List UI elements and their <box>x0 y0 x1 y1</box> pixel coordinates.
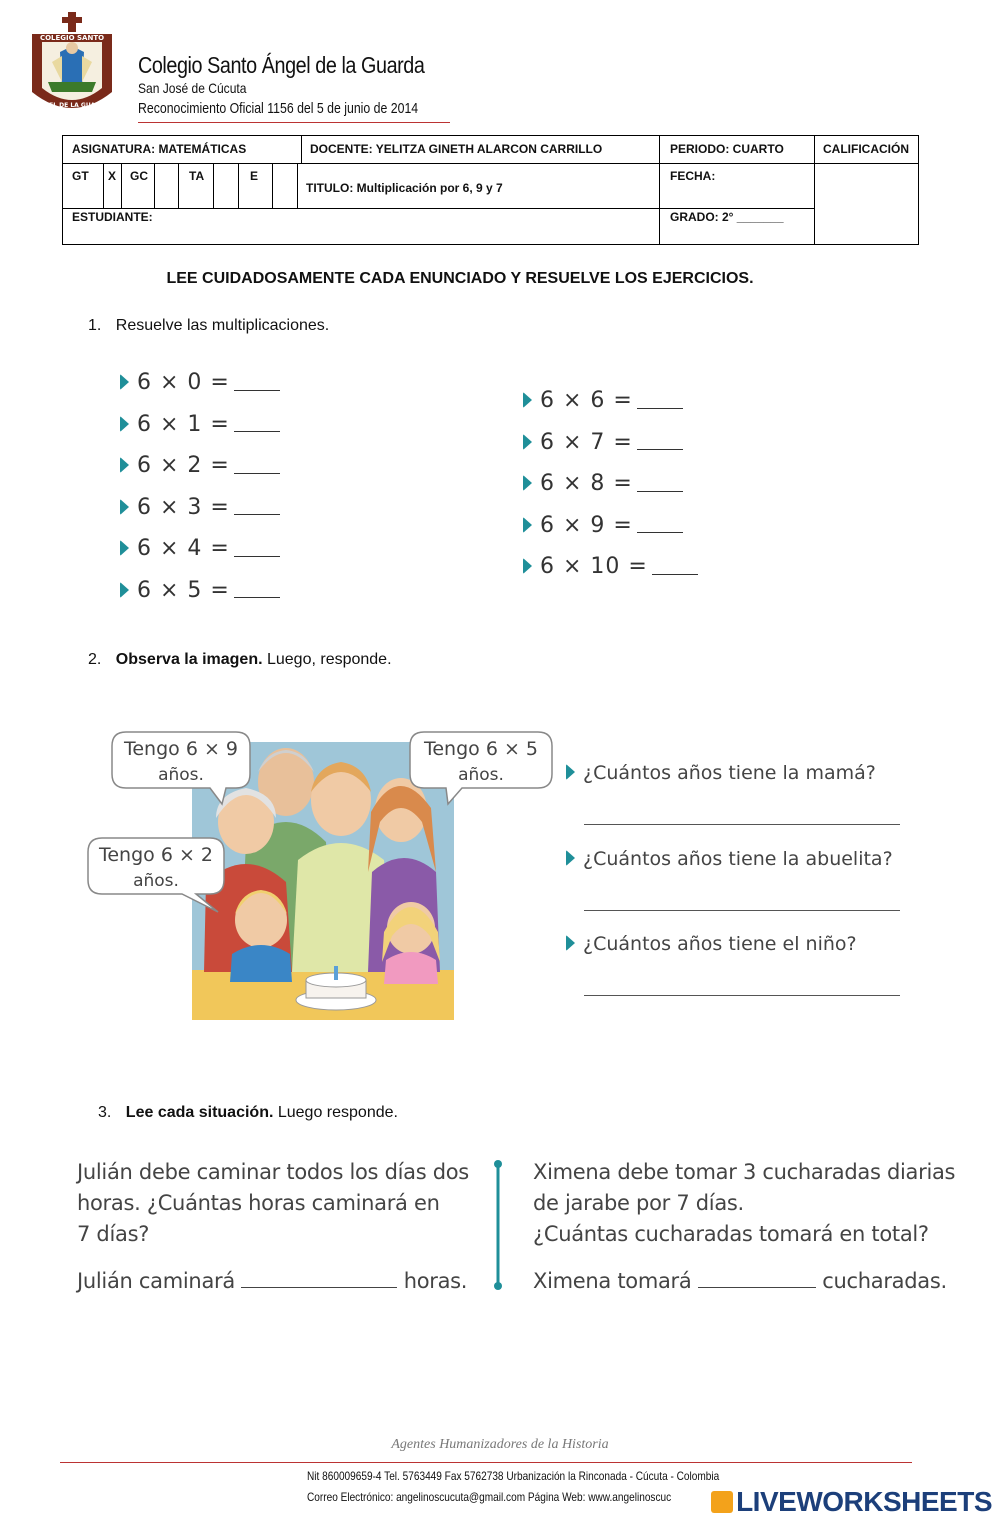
answer-blank[interactable] <box>234 417 280 432</box>
story-answer: Julián caminará horas. <box>77 1269 468 1293</box>
gc-cell: GC <box>130 169 148 183</box>
level-cell: GRADO: 2° _______ <box>670 210 784 224</box>
family-illustration <box>86 722 556 1022</box>
school-name: Colegio Santo Ángel de la Guarda <box>138 52 425 78</box>
title-cell: TITULO: Multiplicación por 6, 9 y 7 <box>306 181 503 195</box>
student-cell: ESTUDIANTE: <box>72 210 153 224</box>
school-recognition: Reconocimiento Oficial 1156 del 5 de junio de 2014 <box>138 100 419 117</box>
answer-line-mom[interactable] <box>584 824 900 825</box>
bubble-mom-line1: Tengo 6 × 5 <box>423 738 539 760</box>
q3-bold: Lee cada situación. <box>125 1104 274 1121</box>
crest-top-text: COLEGIO SANTO <box>39 34 105 42</box>
footer-contact: Correo Electrónico: angelinoscucuta@gmail.com Página Web: www.angelinoscuc <box>307 1490 672 1504</box>
mult-row: 6 × 3 = <box>120 495 280 537</box>
answer-blank[interactable] <box>234 376 280 391</box>
answer-blank[interactable] <box>241 1269 397 1288</box>
answer-line-grandma[interactable] <box>584 910 900 911</box>
mult-row: 6 × 8 = <box>523 471 698 513</box>
bubble-boy-line2: años. <box>133 871 179 891</box>
mult-row: 6 × 10 = <box>523 554 698 596</box>
date-cell: FECHA: <box>670 169 716 183</box>
answer-blank[interactable] <box>637 518 683 533</box>
bubble-boy-line1: Tengo 6 × 2 <box>98 844 214 866</box>
story-line: 7 días? <box>77 1222 150 1246</box>
bullet-icon <box>523 434 532 450</box>
bullet-icon <box>523 558 532 574</box>
school-crest <box>22 12 122 124</box>
bullet-icon <box>120 374 129 390</box>
q1-text: Resuelve las multiplicaciones. <box>115 317 330 334</box>
footer-rule <box>60 1462 912 1463</box>
bullet-icon <box>566 935 575 951</box>
bullet-icon <box>120 457 129 473</box>
bullet-icon <box>523 392 532 408</box>
bullet-icon <box>523 517 532 533</box>
x-cell: X <box>108 169 117 183</box>
ta-cell: TA <box>189 169 205 183</box>
q2-bold: Observa la imagen. <box>115 651 263 668</box>
mult-row: 6 × 6 = <box>523 388 698 430</box>
answer-blank[interactable] <box>637 477 683 492</box>
q2-question-mom: ¿Cuántos años tiene la mamá? <box>566 762 876 784</box>
q3-heading <box>98 1104 398 1122</box>
bubble-grandpa-line2: años. <box>158 765 204 785</box>
q1-right-column <box>523 388 698 596</box>
bullet-icon <box>566 850 575 866</box>
grade-cell: CALIFICACIÓN <box>823 142 909 156</box>
bullet-icon <box>566 764 575 780</box>
q2-question-boy: ¿Cuántos años tiene el niño? <box>566 933 857 955</box>
story-line: horas. ¿Cuántas horas caminará en <box>77 1191 440 1215</box>
bubble-mom-line2: años. <box>458 765 504 785</box>
story-line: de jarabe por 7 días. <box>533 1191 744 1215</box>
answer-blank[interactable] <box>698 1269 816 1288</box>
answer-line-boy[interactable] <box>584 995 900 996</box>
mult-row: 6 × 0 = <box>120 370 280 412</box>
answer-blank[interactable] <box>234 542 280 557</box>
q2-text: Luego, responde. <box>262 651 392 668</box>
bullet-icon <box>120 540 129 556</box>
story-answer: Ximena tomará cucharadas. <box>533 1269 947 1293</box>
q1-heading <box>88 317 329 335</box>
q2-number: 2. <box>88 651 102 668</box>
mult-row: 6 × 5 = <box>120 578 280 620</box>
answer-blank[interactable] <box>637 394 683 409</box>
story-julian <box>77 1157 469 1297</box>
liveworksheets-icon <box>711 1491 733 1513</box>
mult-row: 6 × 1 = <box>120 412 280 454</box>
e-cell: E <box>250 169 259 183</box>
answer-blank[interactable] <box>652 560 698 575</box>
story-line: ¿Cuántas cucharadas tomará en total? <box>533 1222 929 1246</box>
school-city: San José de Cúcuta <box>138 80 247 96</box>
bullet-icon <box>120 499 129 515</box>
mult-row: 6 × 4 = <box>120 536 280 578</box>
q1-number: 1. <box>88 317 102 334</box>
subject-cell: ASIGNATURA: MATEMÁTICAS <box>72 142 247 156</box>
gt-cell: GT <box>72 169 89 183</box>
answer-blank[interactable] <box>234 459 280 474</box>
mult-row: 6 × 9 = <box>523 513 698 555</box>
crest-bottom-text: ÁNGEL DE LA GUARDA <box>34 102 110 109</box>
story-line: Ximena debe tomar 3 cucharadas diarias <box>533 1160 956 1184</box>
q3-text: Luego responde. <box>273 1104 398 1121</box>
answer-blank[interactable] <box>234 583 280 598</box>
q3-number: 3. <box>98 1104 112 1121</box>
instructions: LEE CUIDADOSAMENTE CADA ENUNCIADO Y RESUELVE LOS EJERCICIOS. <box>166 270 754 287</box>
mult-row: 6 × 2 = <box>120 453 280 495</box>
period-cell: PERIODO: CUARTO <box>670 142 784 156</box>
footer-slogan: Agentes Humanizadores de la Historia <box>391 1437 609 1452</box>
teacher-cell: DOCENTE: YELITZA GINETH ALARCON CARRILLO <box>310 142 603 156</box>
bullet-icon <box>120 582 129 598</box>
q2-question-grandma: ¿Cuántos años tiene la abuelita? <box>566 848 893 870</box>
footer-address: Nit 860009659-4 Tel. 5763449 Fax 5762738 Urbanización la Rinconada - Cúcuta - Colombia <box>307 1469 720 1483</box>
liveworksheets-logo: LIVEWORKSHEETS <box>711 1486 992 1518</box>
divider-line <box>490 1158 506 1292</box>
q2-heading <box>88 651 392 669</box>
story-line: Julián debe caminar todos los días dos <box>77 1160 469 1184</box>
bullet-icon <box>120 416 129 432</box>
story-ximena <box>533 1157 955 1297</box>
bubble-grandpa-line1: Tengo 6 × 9 <box>123 738 239 760</box>
mult-row: 6 × 7 = <box>523 430 698 472</box>
info-table <box>62 135 919 245</box>
answer-blank[interactable] <box>637 435 683 450</box>
bullet-icon <box>523 475 532 491</box>
header-rule <box>138 122 450 123</box>
q1-left-column <box>120 370 280 620</box>
answer-blank[interactable] <box>234 500 280 515</box>
